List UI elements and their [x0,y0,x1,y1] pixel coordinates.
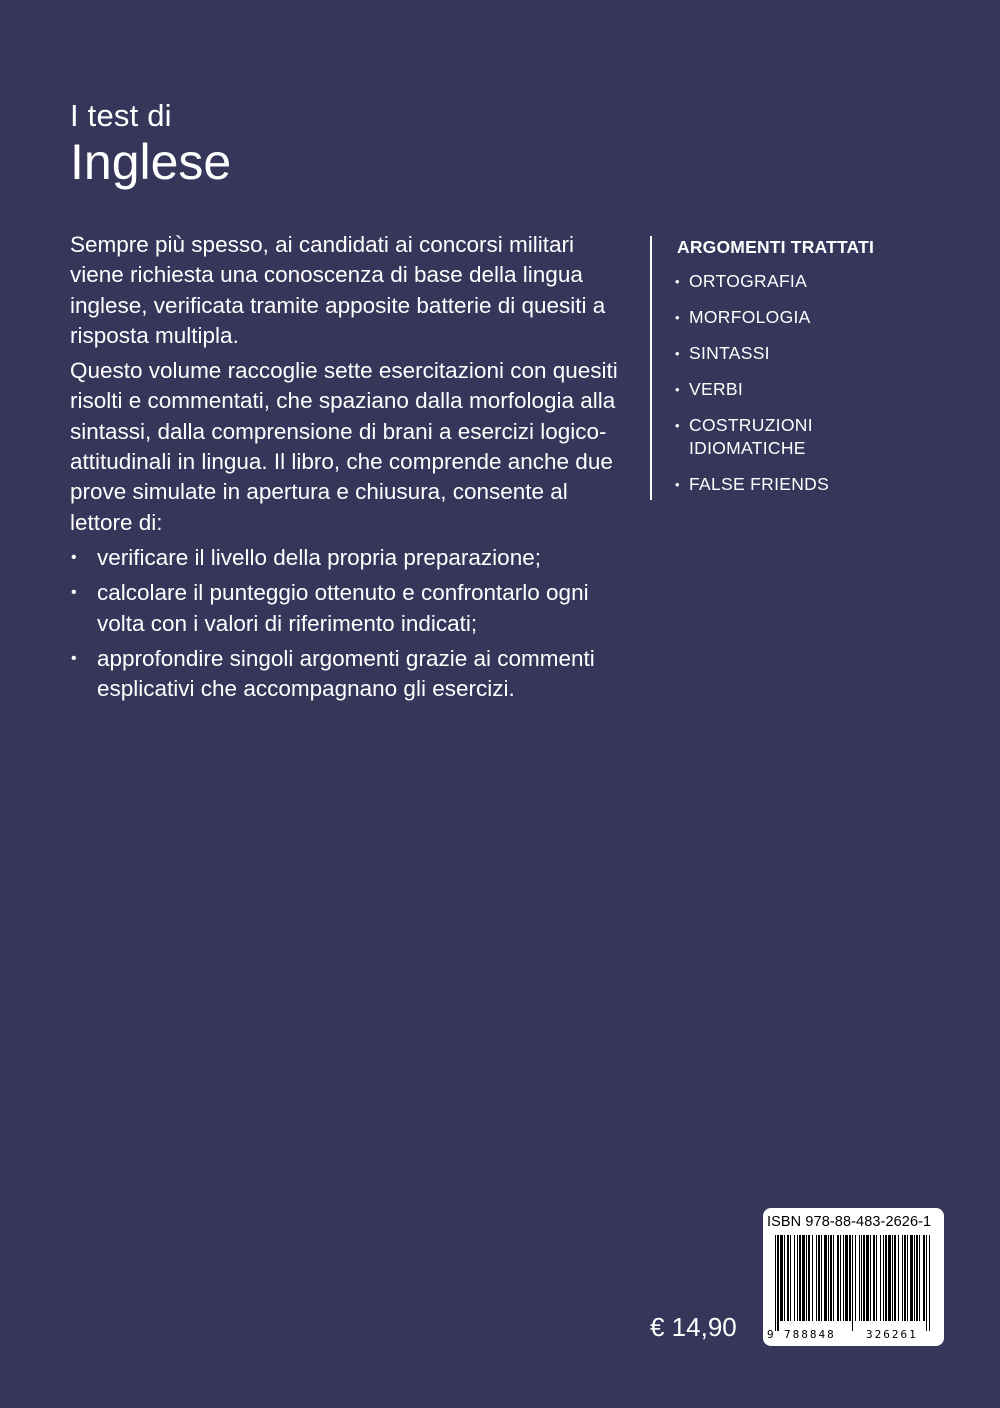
bullet-icon: • [675,477,680,492]
isbn-label: ISBN 978-88-483-2626-1 [767,1214,932,1230]
barcode-bar [818,1235,820,1321]
barcode-bar [843,1235,844,1321]
barcode-bar [806,1235,807,1321]
bullet-icon: • [675,274,680,289]
bullet-icon: • [71,649,77,667]
benefits-list [70,543,630,704]
barcode-bar [837,1235,839,1321]
barcode-bar [787,1235,789,1321]
barcode-bar [926,1235,927,1331]
topic-item [650,270,930,293]
description [70,230,630,709]
list-item-text: calcolare il punteggio ottenuto e confrontarlo ogni volta con i valori di riferimento indicati; [97,580,589,636]
bullet-icon: • [675,346,680,361]
barcode-bar [866,1235,869,1321]
barcode-bar [845,1235,848,1321]
barcode-bar [802,1235,805,1321]
list-item [70,578,630,639]
barcode-bar [812,1235,813,1321]
barcode-bar [852,1235,853,1331]
topics-heading: ARGOMENTI TRATTATI [677,237,875,257]
barcode-bar [914,1235,915,1321]
barcode-bar [849,1235,851,1321]
barcode-bar [888,1235,891,1321]
barcode-bar [863,1235,865,1321]
barcode-digits-left: 788848 [784,1328,836,1341]
title-prefix: I test di [70,98,172,133]
list-item [70,543,630,573]
barcode-bar [830,1235,832,1321]
paragraph-volume: Questo volume raccoglie sette esercitazioni con quesiti risolti e commentati, che spaziano dalla morfologia alla sintassi, dalla comprensione di brani a esercizi logico-attitudinali in lingua. Il libro, che comprende anche due prove simulate in apertura e chiusura, consente al lettore di: [70,358,618,535]
topics-list [650,270,930,509]
topic-item [650,414,930,460]
barcode-bar [861,1235,862,1321]
barcode-bar [794,1235,795,1321]
topics-panel [650,236,937,260]
bullet-icon: • [71,548,77,566]
bullet-icon: • [675,382,680,397]
barcode-bar [880,1235,881,1321]
barcode-bar [885,1235,887,1321]
barcode-bar [777,1235,779,1331]
barcode-bar [904,1235,906,1321]
bullet-icon: • [675,310,680,325]
topic-item [650,342,930,365]
barcode-bar [883,1235,884,1321]
topic-label: COSTRUZIONI IDIOMATICHE [689,415,813,458]
barcode-bar [816,1235,817,1321]
barcode-bar [892,1235,893,1321]
topic-label: FALSE FRIENDS [689,474,830,494]
topic-label: ORTOGRAFIA [689,271,808,291]
barcode-bar [929,1235,930,1331]
barcode-bar [790,1235,791,1321]
barcode-bar [784,1235,785,1321]
barcode-bar [919,1235,920,1321]
list-item-text: verificare il livello della propria preparazione; [97,544,541,570]
barcode-bar [923,1235,925,1321]
barcode-bar [828,1235,829,1321]
barcode-digit-first: 9 [767,1328,774,1341]
topic-label: SINTASSI [689,343,770,363]
barcode-bar [916,1235,918,1321]
topic-item [650,473,930,496]
topic-item [650,378,930,401]
barcode-bar [894,1235,896,1321]
barcode-bar [840,1235,841,1321]
barcode-bar [799,1235,801,1321]
book-title: Inglese [70,134,232,190]
barcode-bar [821,1235,822,1321]
bullet-icon: • [71,584,77,602]
barcode-bar [873,1235,875,1321]
barcode-bar [808,1235,810,1321]
list-item-text: approfondire singoli argomenti grazie ai commenti esplicativi che accompagnano gli esercizi. [97,645,595,702]
barcode-bar [775,1235,776,1331]
barcode-bar [910,1235,913,1321]
barcode-bar [780,1235,783,1321]
bullet-icon: • [675,418,680,433]
barcode-bar [824,1235,827,1321]
barcode-bar [855,1235,856,1321]
topic-label: MORFOLOGIA [689,307,811,327]
barcode-bar [876,1235,877,1321]
topic-label: VERBI [689,379,744,399]
paragraph-intro: Sempre più spesso, ai candidati ai concorsi militari viene richiesta una conoscenza di base della lingua inglese, verificata tramite apposite batterie di quesiti a risposta multipla. [70,232,606,348]
barcode-bar [797,1235,798,1321]
barcode-digits-right: 326261 [866,1328,918,1341]
list-item [70,644,630,705]
barcode-bar [907,1235,908,1321]
topic-item [650,306,930,329]
barcode-bar [859,1235,860,1321]
price: € 14,90 [650,1312,737,1342]
barcode-bar [902,1235,903,1321]
barcode-bars [775,1235,935,1331]
barcode-bar [898,1235,899,1321]
barcode-bar [833,1235,834,1321]
barcode [763,1208,944,1346]
barcode-bar [870,1235,871,1321]
